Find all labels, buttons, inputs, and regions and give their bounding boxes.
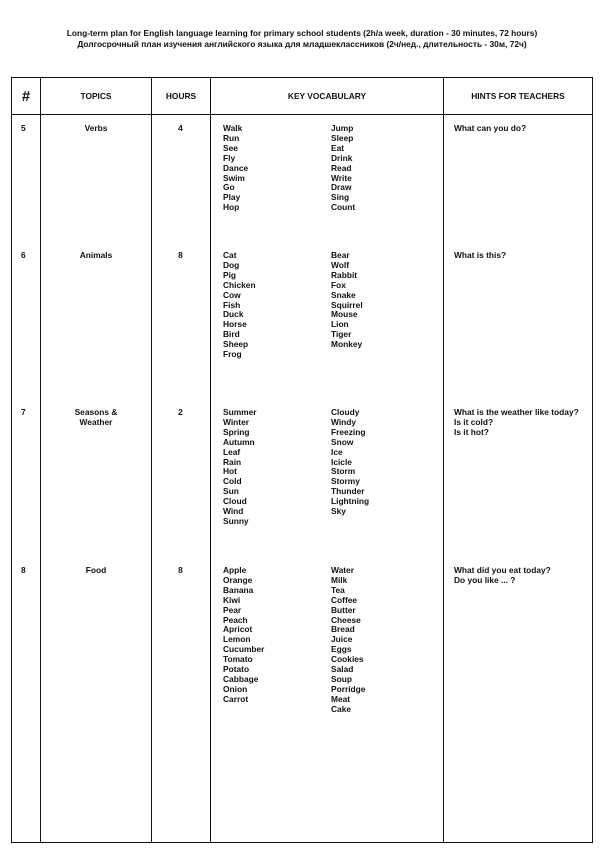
vocabulary-word: Leaf [223, 446, 241, 457]
vocabulary-word: Sleep [331, 132, 354, 143]
topic-line: Food [85, 565, 107, 575]
vocabulary-word: Milk [331, 574, 348, 585]
document-title-english: Long-term plan for English language learning for primary school students (2h/a week, duration - 30 minutes, 72 hours) [66, 28, 538, 38]
vocabulary-word: Salad [331, 664, 354, 675]
vocabulary-word: Eggs [331, 644, 352, 655]
vocabulary-word: Dog [223, 259, 240, 270]
topic-line: Animals [79, 250, 113, 260]
hint-line: Do you like ... ? [454, 574, 516, 585]
column-divider [443, 78, 444, 842]
vocabulary-word: Cat [223, 250, 237, 260]
vocabulary-word: Coffee [331, 594, 358, 605]
vocabulary-word: Bird [223, 329, 240, 340]
vocabulary-word: Thunder [331, 486, 365, 497]
topic-line: Seasons & [74, 407, 118, 417]
vocabulary-word: Sunny [223, 515, 249, 526]
vocabulary-word: Bear [331, 250, 350, 260]
row-hints [454, 566, 589, 586]
row-hints [454, 408, 589, 438]
vocabulary-word: Frog [223, 349, 242, 360]
row-hours: 8 [178, 565, 183, 575]
hint-line: What is this? [454, 250, 507, 260]
curriculum-table [11, 77, 593, 843]
vocabulary-word: Soup [331, 673, 352, 684]
vocabulary-word: Hot [223, 466, 237, 477]
vocabulary-word: Apricot [223, 624, 253, 635]
row-topic [41, 124, 151, 134]
vocabulary-word: Play [223, 192, 241, 203]
vocabulary-word: Tiger [331, 329, 352, 340]
header-hours: HOURS [165, 91, 197, 101]
row-topic [41, 251, 151, 261]
vocabulary-word: Cloudy [331, 407, 360, 417]
row-hints [454, 124, 589, 134]
vocabulary-word: Autumn [223, 436, 255, 447]
vocabulary-word: Lemon [223, 634, 251, 645]
vocabulary-word: Count [331, 202, 356, 213]
vocabulary-word: Sing [331, 192, 350, 203]
row-topic [41, 566, 151, 576]
vocabulary-word: Cheese [331, 614, 361, 625]
header-topics: TOPICS [80, 91, 112, 101]
vocabulary-column-1 [223, 566, 264, 705]
vocabulary-word: Pear [223, 604, 242, 615]
vocabulary-word: Monkey [331, 339, 363, 350]
row-number: 8 [21, 565, 26, 575]
vocabulary-word: Snow [331, 436, 354, 447]
vocabulary-word: Squirrel [331, 299, 363, 310]
vocabulary-word: Winter [223, 416, 249, 427]
vocabulary-word: Apple [223, 565, 247, 575]
row-hours: 8 [178, 250, 183, 260]
topic-line: Verbs [84, 123, 108, 133]
vocabulary-word: Freezing [331, 426, 366, 437]
vocabulary-word: Icicle [331, 456, 352, 467]
vocabulary-word: Tomato [223, 654, 253, 665]
vocabulary-word: Duck [223, 309, 244, 320]
vocabulary-word: Meat [331, 693, 351, 704]
vocabulary-word: Mouse [331, 309, 358, 320]
vocabulary-word: Orange [223, 574, 253, 585]
vocabulary-word: Dance [223, 162, 249, 173]
header-key-vocabulary: KEY VOCABULARY [287, 91, 367, 101]
vocabulary-word: Pig [223, 269, 237, 280]
vocabulary-column-1 [223, 251, 256, 360]
vocabulary-word: Kiwi [223, 594, 241, 605]
vocabulary-word: Wolf [331, 259, 349, 270]
row-number: 5 [21, 123, 26, 133]
vocabulary-word: Sheep [223, 339, 249, 350]
vocabulary-word: Butter [331, 604, 356, 615]
vocabulary-word: Fox [331, 279, 346, 290]
row-hours: 2 [178, 407, 183, 417]
vocabulary-column-2 [331, 124, 355, 213]
vocabulary-word: Lion [331, 319, 349, 330]
vocabulary-word: Cold [223, 476, 242, 487]
vocabulary-word: Windy [331, 416, 357, 427]
vocabulary-word: Summer [223, 407, 257, 417]
vocabulary-word: Jump [331, 123, 354, 133]
row-hours: 4 [178, 123, 183, 133]
row-number: 6 [21, 250, 26, 260]
vocabulary-word: Go [223, 182, 235, 193]
document-title-russian: Долгосрочный план изучения английского языка для младшеклассников (2ч/нед., длительность - 30м, 72ч) [77, 39, 527, 49]
vocabulary-word: Juice [331, 634, 353, 645]
vocabulary-word: Rabbit [331, 269, 358, 280]
vocabulary-word: Lightning [331, 496, 370, 507]
row-hints [454, 251, 589, 261]
vocabulary-word: Cloud [223, 496, 247, 507]
vocabulary-column-2 [331, 408, 369, 517]
vocabulary-word: Onion [223, 683, 248, 694]
vocabulary-word: Spring [223, 426, 250, 437]
vocabulary-word: Porridge [331, 683, 366, 694]
vocabulary-word: Eat [331, 142, 345, 153]
hint-line: What is the weather like today? [454, 407, 579, 417]
vocabulary-word: Read [331, 162, 352, 173]
header-number: # [21, 87, 31, 105]
hint-line: Is it cold? [454, 416, 494, 427]
vocabulary-word: Hop [223, 202, 240, 213]
vocabulary-word: Run [223, 132, 240, 143]
vocabulary-word: Draw [331, 182, 352, 193]
vocabulary-column-1 [223, 408, 257, 527]
vocabulary-word: Fish [223, 299, 241, 310]
column-divider [151, 78, 152, 842]
row-topic [41, 408, 151, 428]
vocabulary-word: Fly [223, 152, 236, 163]
vocabulary-word: Chicken [223, 279, 256, 290]
vocabulary-word: Cake [331, 703, 352, 714]
vocabulary-word: Carrot [223, 693, 249, 704]
column-divider [210, 78, 211, 842]
header-divider [12, 114, 592, 115]
column-divider [40, 78, 41, 842]
vocabulary-word: Drink [331, 152, 353, 163]
hint-line: What did you eat today? [454, 565, 551, 575]
vocabulary-word: Sky [331, 506, 346, 517]
vocabulary-word: Tea [331, 584, 345, 595]
vocabulary-word: Stormy [331, 476, 360, 487]
header-hints-for-teachers: HINTS FOR TEACHERS [471, 91, 565, 101]
vocabulary-word: See [223, 142, 238, 153]
vocabulary-column-1 [223, 124, 248, 213]
vocabulary-word: Water [331, 565, 354, 575]
vocabulary-word: Swim [223, 172, 245, 183]
vocabulary-column-2 [331, 566, 365, 715]
vocabulary-word: Banana [223, 584, 254, 595]
vocabulary-word: Cabbage [223, 673, 259, 684]
vocabulary-word: Horse [223, 319, 247, 330]
vocabulary-word: Snake [331, 289, 356, 300]
vocabulary-column-2 [331, 251, 363, 350]
vocabulary-word: Rain [223, 456, 242, 467]
vocabulary-word: Bread [331, 624, 355, 635]
vocabulary-word: Potato [223, 664, 250, 675]
vocabulary-word: Cucumber [223, 644, 265, 655]
vocabulary-word: Cow [223, 289, 241, 300]
vocabulary-word: Ice [331, 446, 343, 457]
vocabulary-word: Walk [223, 123, 243, 133]
vocabulary-word: Sun [223, 486, 239, 497]
vocabulary-word: Storm [331, 466, 356, 477]
vocabulary-word: Cookies [331, 654, 364, 665]
vocabulary-word: Wind [223, 506, 244, 517]
vocabulary-word: Peach [223, 614, 248, 625]
topic-line: Weather [79, 416, 113, 427]
row-number: 7 [21, 407, 26, 417]
hint-line: What can you do? [454, 123, 527, 133]
vocabulary-word: Write [331, 172, 352, 183]
hint-line: Is it hot? [454, 426, 489, 437]
